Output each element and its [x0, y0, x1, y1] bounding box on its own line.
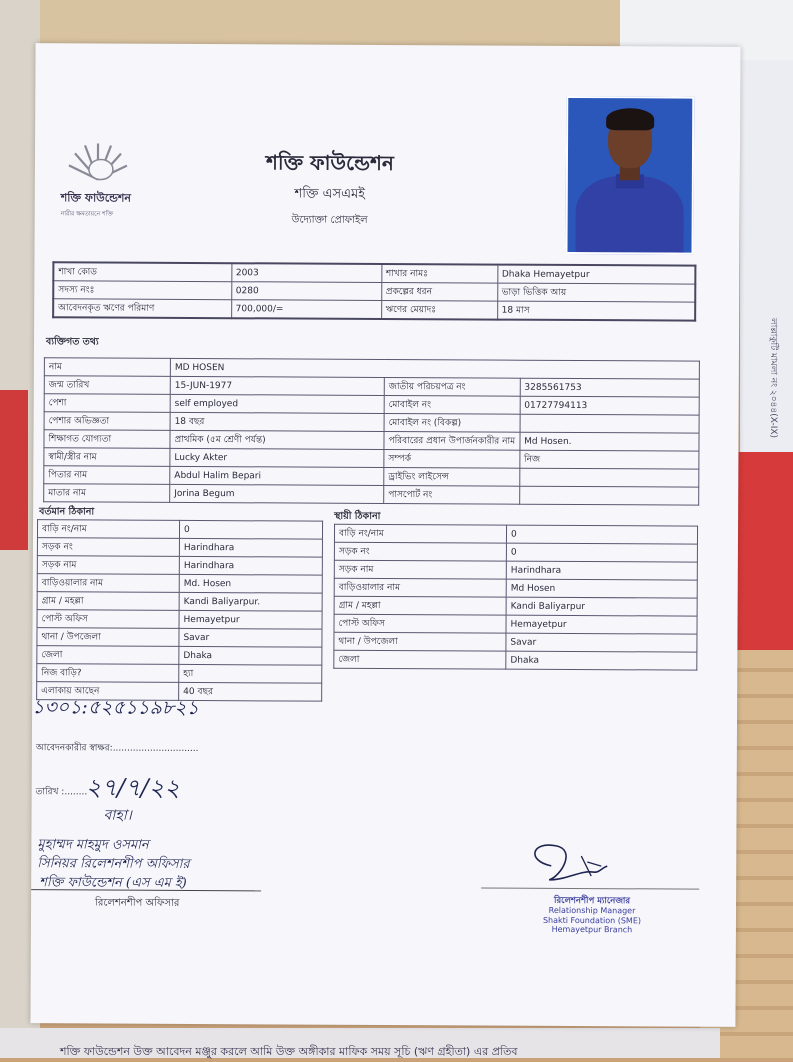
field-value: Md Hosen. [520, 432, 699, 451]
field-label: জেলা [37, 646, 179, 665]
photo-hair [606, 108, 654, 130]
field-value: Kandi Baliyarpur. [179, 592, 322, 611]
field-value: Abdul Halim Bepari [170, 466, 384, 485]
field-label: নাম [44, 358, 170, 377]
table-row [37, 628, 322, 647]
field-value: Jorina Begum [170, 484, 384, 503]
field-label: জন্ম তারিখ [44, 376, 170, 395]
table-row [334, 578, 697, 598]
field-label: থানা / উপজেলা [334, 632, 506, 651]
permanent-address-heading: স্থায়ী ঠিকানা [334, 510, 380, 525]
manager-signature-icon [521, 836, 611, 888]
field-label: পোস্ট অফিস [37, 610, 179, 629]
field-value: Dhaka [179, 646, 322, 665]
field-label: নিজ বাড়ি? [37, 664, 179, 683]
field-value: Lucky Akter [170, 448, 384, 467]
profile-form-page [30, 43, 740, 1027]
org-subtitle: শক্তি এসএমই [35, 183, 625, 207]
field-value [519, 468, 698, 487]
field-label: সড়ক নাম [37, 556, 179, 575]
field-label: সম্পর্ক [384, 449, 520, 468]
table-row [334, 542, 697, 562]
handwritten-initial: বাহা। [103, 804, 131, 828]
field-label: সড়ক নং [37, 538, 179, 557]
field-label: মাতার নাম [44, 484, 170, 503]
logo-name: শক্তি ফাউন্ডেশন [61, 189, 141, 208]
field-value: Harindhara [179, 556, 322, 575]
table-row [44, 484, 699, 505]
field-value: 18 মাস [497, 301, 695, 321]
field-value [520, 414, 699, 433]
table-row [37, 574, 322, 593]
field-label: বাড়ি নং/নাম [334, 524, 506, 543]
table-row [37, 538, 322, 557]
background-red-file [0, 390, 28, 550]
table-row [37, 664, 322, 683]
field-value: 0 [506, 543, 697, 562]
field-label: বাড়িওয়ালার নাম [37, 574, 179, 593]
field-value: 2003 [231, 263, 381, 282]
field-label: ড্রাইভিং লাইসেন্স [384, 467, 520, 486]
officer-title: রিলেশনশীপ অফিসার [95, 895, 179, 912]
field-label: বাড়িওয়ালার নাম [334, 578, 506, 597]
field-label: পিতার নাম [44, 466, 170, 485]
field-value [519, 486, 698, 505]
field-label: গ্রাম / মহল্লা [37, 592, 179, 611]
field-label: জাতীয় পরিচয়পত্র নং [384, 377, 520, 396]
field-value: 0 [179, 520, 322, 539]
field-value: Savar [179, 628, 322, 647]
field-label: পোস্ট অফিস [334, 614, 506, 633]
table-row [37, 556, 322, 575]
field-label: শাখার নামঃ [381, 264, 497, 283]
current-address-heading: বর্তমান ঠিকানা [39, 505, 94, 520]
stamp-line: Shakti Foundation (SME) [527, 916, 657, 926]
field-value: 01727794113 [520, 396, 699, 415]
table-row [334, 650, 697, 670]
field-label: শিক্ষাগত যোগ্যতা [44, 430, 170, 449]
field-value: MD HOSEN [170, 358, 699, 379]
field-value: Dhaka [506, 651, 697, 670]
field-label: জেলা [334, 650, 506, 669]
stamp-line: Relationship Manager [527, 906, 657, 916]
personal-info-heading: ব্যক্তিগত তথ্য [46, 335, 99, 350]
field-value: Kandi Baliyarpur [506, 597, 697, 616]
table-row [37, 592, 322, 611]
table-row [334, 632, 697, 652]
form-title: উদ্যোক্তা প্রোফাইল [35, 211, 625, 231]
field-value: ভাড়া ভিত্তিক আয় [497, 283, 695, 302]
background-red-file [735, 452, 793, 652]
field-label: পেশার অভিজ্ঞতা [44, 412, 170, 431]
field-label: বাড়ি নং/নাম [37, 520, 179, 539]
field-label: পরিবারের প্রধান উপার্জনকারীর নাম [384, 431, 520, 450]
table-row [334, 560, 697, 580]
manager-signature-line [481, 888, 699, 890]
field-value: 18 বছর [170, 412, 384, 431]
field-value: 700,000/= [231, 300, 381, 319]
logo-tagline: নারীর ক্ষমতায়নে শক্তি [61, 208, 141, 219]
field-label: থানা / উপজেলা [37, 628, 179, 647]
field-value: Md. Hosen [179, 574, 322, 593]
current-address-table [36, 519, 323, 701]
branch-info-table [52, 261, 696, 321]
org-title: শক্তি ফাউন্ডেশন [35, 147, 625, 183]
field-label: এলাকায় আছেন [37, 682, 179, 701]
field-label: পাসপোর্ট নং [384, 485, 520, 504]
handwritten-officer-org: শক্তি ফাউন্ডেশন (এস এম ই) [39, 873, 187, 895]
table-row [37, 520, 322, 539]
stamp-line: রিলেশনশীপ ম্যানেজার [527, 896, 657, 907]
field-label: ঋণের মেয়াদঃ [381, 300, 497, 319]
field-label: স্বামী/স্ত্রীর নাম [44, 448, 170, 467]
table-row [37, 610, 322, 629]
permanent-address-table [333, 524, 698, 671]
applicant-photo [565, 96, 694, 255]
field-value: Harindhara [179, 538, 322, 557]
date-label: তারিখ :........ [36, 784, 88, 799]
field-label: মোবাইল নং [384, 395, 520, 414]
field-value: Md Hosen [506, 579, 697, 598]
field-value: Harindhara [506, 561, 697, 580]
background-bottom-text: শক্তি ফাউন্ডেশন উক্ত আবেদন মঞ্জুর করলে আমি উক্ত অঙ্গীকার মাফিক সময় সূচি (ঋণ গ্রহীতা) এর প্রতিব [60, 1043, 517, 1062]
field-value: 0 [506, 525, 697, 544]
field-value: 3285561753 [520, 378, 699, 397]
field-label: সড়ক নং [334, 542, 506, 561]
handwritten-mobile: ১৩০১:৫২৫১১৯৮২১ [32, 693, 199, 726]
applicant-signature-line: আবেদনকারীর স্বাক্ষর:.............................. [36, 740, 199, 756]
field-value: 40 বছর [179, 682, 322, 701]
personal-info-table [43, 357, 700, 505]
table-row [334, 614, 697, 634]
field-value: নিজ [519, 450, 698, 469]
table-row [334, 524, 697, 544]
table-row [334, 596, 697, 616]
field-value: 15-JUN-1977 [170, 376, 384, 395]
background-side-text: লাল্লাকুটি মামলা নং ২০৪৪(X-IX) [766, 318, 781, 438]
field-label: গ্রাম / মহল্লা [334, 596, 506, 615]
field-value: Savar [506, 633, 697, 652]
field-value: self employed [170, 394, 384, 413]
handwritten-officer-designation: সিনিয়র রিলেশনশীপ অফিসার [37, 854, 189, 876]
field-label: সদস্য নংঃ [53, 281, 231, 300]
field-label: পেশা [44, 394, 170, 413]
handwritten-officer-name: মুহাম্মদ মাহমুদ ওসমান [37, 835, 148, 857]
field-value: Hemayetpur [179, 610, 322, 629]
table-row [37, 646, 322, 665]
field-value: Hemayetpur [506, 615, 697, 634]
field-value: প্রাথমিক (৫ম শ্রেণী পর্যন্ত) [170, 430, 384, 449]
field-value: 0280 [231, 282, 381, 301]
field-label: মোবাইল নং (বিকল্প) [384, 413, 520, 432]
manager-stamp [527, 896, 657, 936]
handwritten-date: ২৭/৭/২২ [86, 769, 180, 809]
stamp-line: Hemayetpur Branch [527, 925, 657, 935]
field-label: প্রকল্পের ধরন [381, 282, 497, 301]
field-label: সড়ক নাম [334, 560, 506, 579]
table-row [53, 299, 695, 321]
field-value: Dhaka Hemayetpur [497, 265, 695, 285]
field-value: হ্যা [179, 664, 322, 683]
field-label: আবেদনকৃত ঋণের পরিমাণ [53, 299, 231, 318]
field-label: শাখা কোড [53, 262, 231, 281]
